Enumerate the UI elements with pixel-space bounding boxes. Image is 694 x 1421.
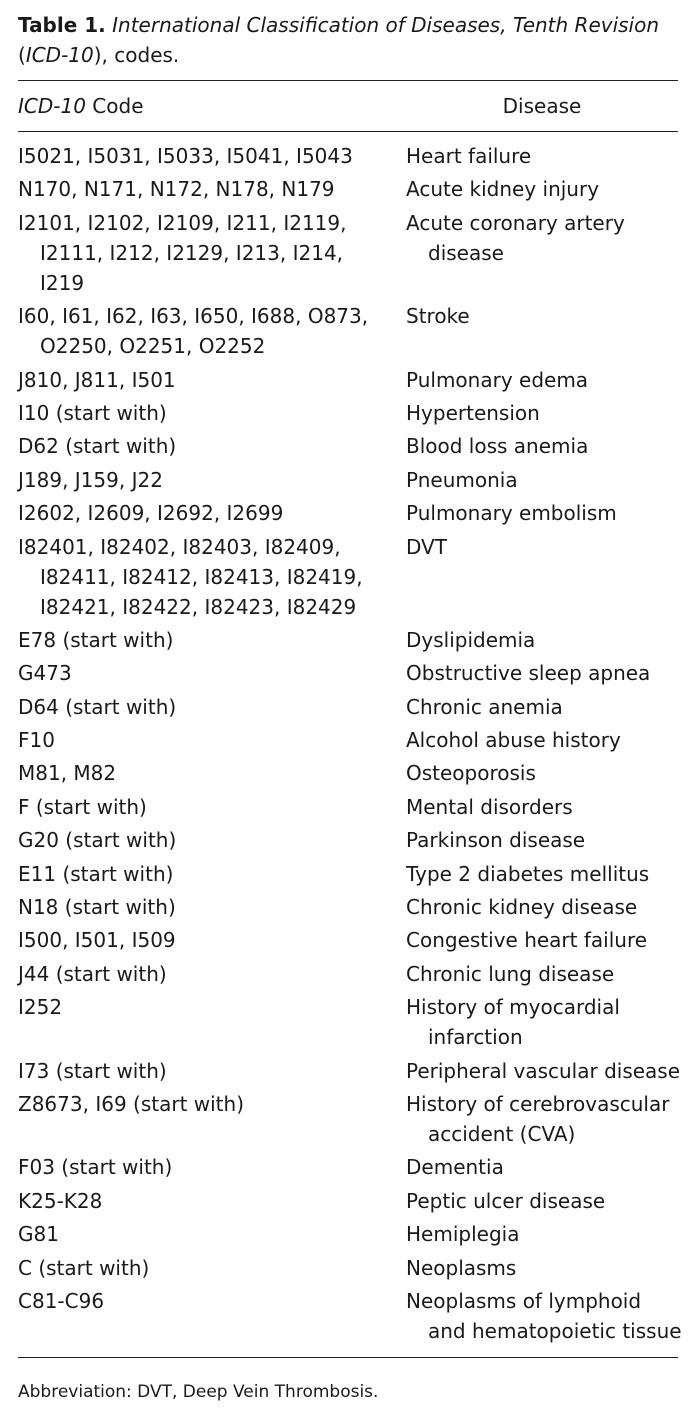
disease-text: Acute kidney injury xyxy=(406,177,600,202)
code-cell xyxy=(18,825,406,855)
code-text: G20 (start with) xyxy=(18,828,177,853)
code-cell xyxy=(18,925,406,955)
table-row xyxy=(18,498,678,528)
disease-cell xyxy=(406,465,678,495)
code-text: F (start with) xyxy=(18,794,147,819)
code-cell xyxy=(18,1089,406,1149)
disease-text: Heart failure xyxy=(406,144,532,168)
disease-text: Dyslipidemia xyxy=(406,627,536,652)
disease-text: Stroke xyxy=(406,304,470,329)
disease-cell xyxy=(406,725,678,755)
table-title-close: ), codes. xyxy=(93,43,180,67)
disease-text: Parkinson disease xyxy=(406,828,586,853)
code-cell xyxy=(18,692,406,722)
code-text: N170, N171, N172, N178, N179 xyxy=(18,177,335,202)
disease-cell xyxy=(406,431,678,461)
table-row xyxy=(18,625,678,655)
disease-text: Peripheral vascular disease xyxy=(406,1058,681,1083)
table-caption xyxy=(18,10,678,70)
code-cell xyxy=(18,725,406,755)
disease-cell xyxy=(406,1089,678,1149)
table-row xyxy=(18,892,678,922)
code-cell xyxy=(18,859,406,889)
code-text: F03 (start with) xyxy=(18,1155,173,1180)
code-text: G81 xyxy=(18,1222,59,1247)
header-disease: Disease xyxy=(502,94,582,118)
disease-text: Hypertension xyxy=(406,400,540,425)
code-text: I73 (start with) xyxy=(18,1058,167,1083)
disease-cell xyxy=(406,1253,678,1283)
code-cell xyxy=(18,1219,406,1249)
disease-cell xyxy=(406,1056,680,1086)
code-text: F10 xyxy=(18,728,55,753)
table-row xyxy=(18,1219,678,1249)
code-text: E78 (start with) xyxy=(18,627,174,652)
disease-cell xyxy=(406,398,678,428)
code-text: K25-K28 xyxy=(18,1188,103,1213)
code-text: Z8673, I69 (start with) xyxy=(18,1091,244,1116)
disease-text: Mental disorders xyxy=(406,794,573,819)
table-row xyxy=(18,959,678,989)
disease-text: Peptic ulcer disease xyxy=(406,1188,606,1213)
disease-cell xyxy=(406,992,678,1052)
code-cell xyxy=(18,365,406,395)
disease-text: Obstructive sleep apnea xyxy=(406,661,651,686)
code-text: I5021, I5031, I5033, I5041, I5043 xyxy=(18,144,353,168)
code-cell xyxy=(18,1286,406,1346)
code-text: I2111, I212, I2129, I213, I214, xyxy=(40,240,344,265)
table-row xyxy=(18,1186,678,1216)
code-text: I82401, I82402, I82403, I82409, xyxy=(18,534,341,559)
code-cell xyxy=(18,498,406,528)
disease-text: Alcohol abuse history xyxy=(406,728,621,753)
table-row xyxy=(18,925,678,955)
code-cell xyxy=(18,301,406,361)
table-row xyxy=(18,208,678,298)
disease-text: Osteoporosis xyxy=(406,761,536,786)
disease-cell xyxy=(406,825,678,855)
table-row xyxy=(18,859,678,889)
disease-text: Blood loss anemia xyxy=(406,434,589,459)
code-cell xyxy=(18,532,406,622)
disease-text: disease xyxy=(428,240,504,265)
disease-cell xyxy=(406,1152,678,1182)
table-row xyxy=(18,692,678,722)
table-footnote: Abbreviation: DVT, Deep Vein Thrombosis. xyxy=(18,1382,379,1403)
disease-cell xyxy=(406,792,678,822)
code-cell xyxy=(18,792,406,822)
table-row xyxy=(18,1056,681,1086)
disease-text: Pneumonia xyxy=(406,467,518,492)
table-row xyxy=(18,825,678,855)
code-cell xyxy=(18,208,406,298)
code-text: I500, I501, I509 xyxy=(18,928,176,953)
table-title-open: ( xyxy=(18,43,26,67)
code-text: I2602, I2609, I2692, I2699 xyxy=(18,501,284,526)
disease-text: Pulmonary edema xyxy=(406,367,589,392)
disease-cell xyxy=(406,208,678,298)
code-cell xyxy=(18,758,406,788)
disease-cell xyxy=(406,301,678,361)
table-row xyxy=(18,365,678,395)
code-cell xyxy=(18,465,406,495)
code-text: O2250, O2251, O2252 xyxy=(40,334,266,359)
header-code xyxy=(18,94,406,118)
disease-cell xyxy=(406,1286,682,1346)
disease-cell xyxy=(406,174,678,204)
disease-cell xyxy=(406,625,678,655)
disease-text: Neoplasms xyxy=(406,1255,517,1280)
code-cell xyxy=(18,992,406,1052)
disease-cell xyxy=(406,692,678,722)
code-text: I82421, I82422, I82423, I82429 xyxy=(40,594,357,619)
code-text: D64 (start with) xyxy=(18,694,177,719)
disease-cell xyxy=(406,365,678,395)
disease-text: History of myocardial xyxy=(406,995,620,1020)
code-cell xyxy=(18,1056,406,1086)
table-row xyxy=(18,992,678,1052)
code-cell xyxy=(18,892,406,922)
disease-cell xyxy=(406,532,678,622)
disease-text: Chronic lung disease xyxy=(406,961,615,986)
table-body xyxy=(18,132,682,1357)
code-cell xyxy=(18,174,406,204)
table-header xyxy=(18,81,678,131)
disease-text: History of cerebrovascular xyxy=(406,1091,670,1116)
disease-cell xyxy=(406,658,678,688)
code-cell xyxy=(18,1253,406,1283)
header-code-rest: Code xyxy=(85,94,144,118)
disease-text: Pulmonary embolism xyxy=(406,501,617,526)
disease-cell xyxy=(406,141,678,171)
disease-cell xyxy=(406,758,678,788)
disease-text: Type 2 diabetes mellitus xyxy=(406,861,650,886)
code-text: I252 xyxy=(18,995,63,1020)
header-code-italic: ICD-10 xyxy=(18,94,86,118)
code-cell xyxy=(18,1152,406,1182)
disease-text: Acute coronary artery xyxy=(406,210,625,235)
code-text: I2101, I2102, I2109, I211, I2119, xyxy=(18,210,347,235)
table-row xyxy=(18,1253,678,1283)
table-row xyxy=(18,431,678,461)
disease-cell xyxy=(406,925,678,955)
code-cell xyxy=(18,658,406,688)
table-row xyxy=(18,532,678,622)
table-title: International Classification of Diseases, Tenth Revision xyxy=(112,13,660,37)
disease-cell xyxy=(406,1219,678,1249)
table-row xyxy=(18,725,678,755)
code-text: C81-C96 xyxy=(18,1288,105,1313)
disease-cell xyxy=(406,892,678,922)
table-row xyxy=(18,398,678,428)
disease-cell xyxy=(406,498,678,528)
disease-text: infarction xyxy=(428,1025,523,1050)
table-row xyxy=(18,658,678,688)
disease-text: and hematopoietic tissue xyxy=(428,1318,682,1343)
table-row xyxy=(18,301,678,361)
table-row xyxy=(18,465,678,495)
disease-text: Dementia xyxy=(406,1155,504,1180)
table-row xyxy=(18,1089,678,1149)
code-cell xyxy=(18,398,406,428)
disease-text: Hemiplegia xyxy=(406,1222,520,1247)
table-row xyxy=(18,792,678,822)
code-text: I10 (start with) xyxy=(18,400,167,425)
disease-text: Chronic anemia xyxy=(406,694,563,719)
disease-cell xyxy=(406,959,678,989)
code-text: J44 (start with) xyxy=(18,961,167,986)
code-text: J189, J159, J22 xyxy=(18,467,163,492)
table-row xyxy=(18,758,678,788)
table-label: Table 1. xyxy=(18,13,106,37)
code-cell xyxy=(18,431,406,461)
code-text: N18 (start with) xyxy=(18,895,176,920)
code-cell xyxy=(18,625,406,655)
code-text: C (start with) xyxy=(18,1255,150,1280)
disease-text: Neoplasms of lymphoid xyxy=(406,1288,642,1313)
code-cell xyxy=(18,959,406,989)
code-text: D62 (start with) xyxy=(18,434,177,459)
code-text: G473 xyxy=(18,661,72,686)
disease-text: Congestive heart failure xyxy=(406,928,648,953)
code-cell xyxy=(18,1186,406,1216)
disease-cell xyxy=(406,1186,678,1216)
disease-text: DVT xyxy=(406,534,447,559)
code-text: I219 xyxy=(40,270,85,295)
table-row xyxy=(18,1286,682,1346)
table-row xyxy=(18,1152,678,1182)
disease-cell xyxy=(406,859,678,889)
code-text: E11 (start with) xyxy=(18,861,174,886)
code-text: M81, M82 xyxy=(18,761,117,786)
disease-text: accident (CVA) xyxy=(428,1121,576,1146)
code-text: I82411, I82412, I82413, I82419, xyxy=(40,564,363,589)
disease-text: Chronic kidney disease xyxy=(406,895,638,920)
table-bottom-rule xyxy=(18,1357,678,1358)
code-cell xyxy=(18,141,406,171)
table-row xyxy=(18,174,678,204)
code-text: I60, I61, I62, I63, I650, I688, O873, xyxy=(18,304,369,329)
code-text: J810, J811, I501 xyxy=(18,367,176,392)
table-row xyxy=(18,141,678,171)
table-title-abbrev: ICD-10 xyxy=(25,43,94,67)
